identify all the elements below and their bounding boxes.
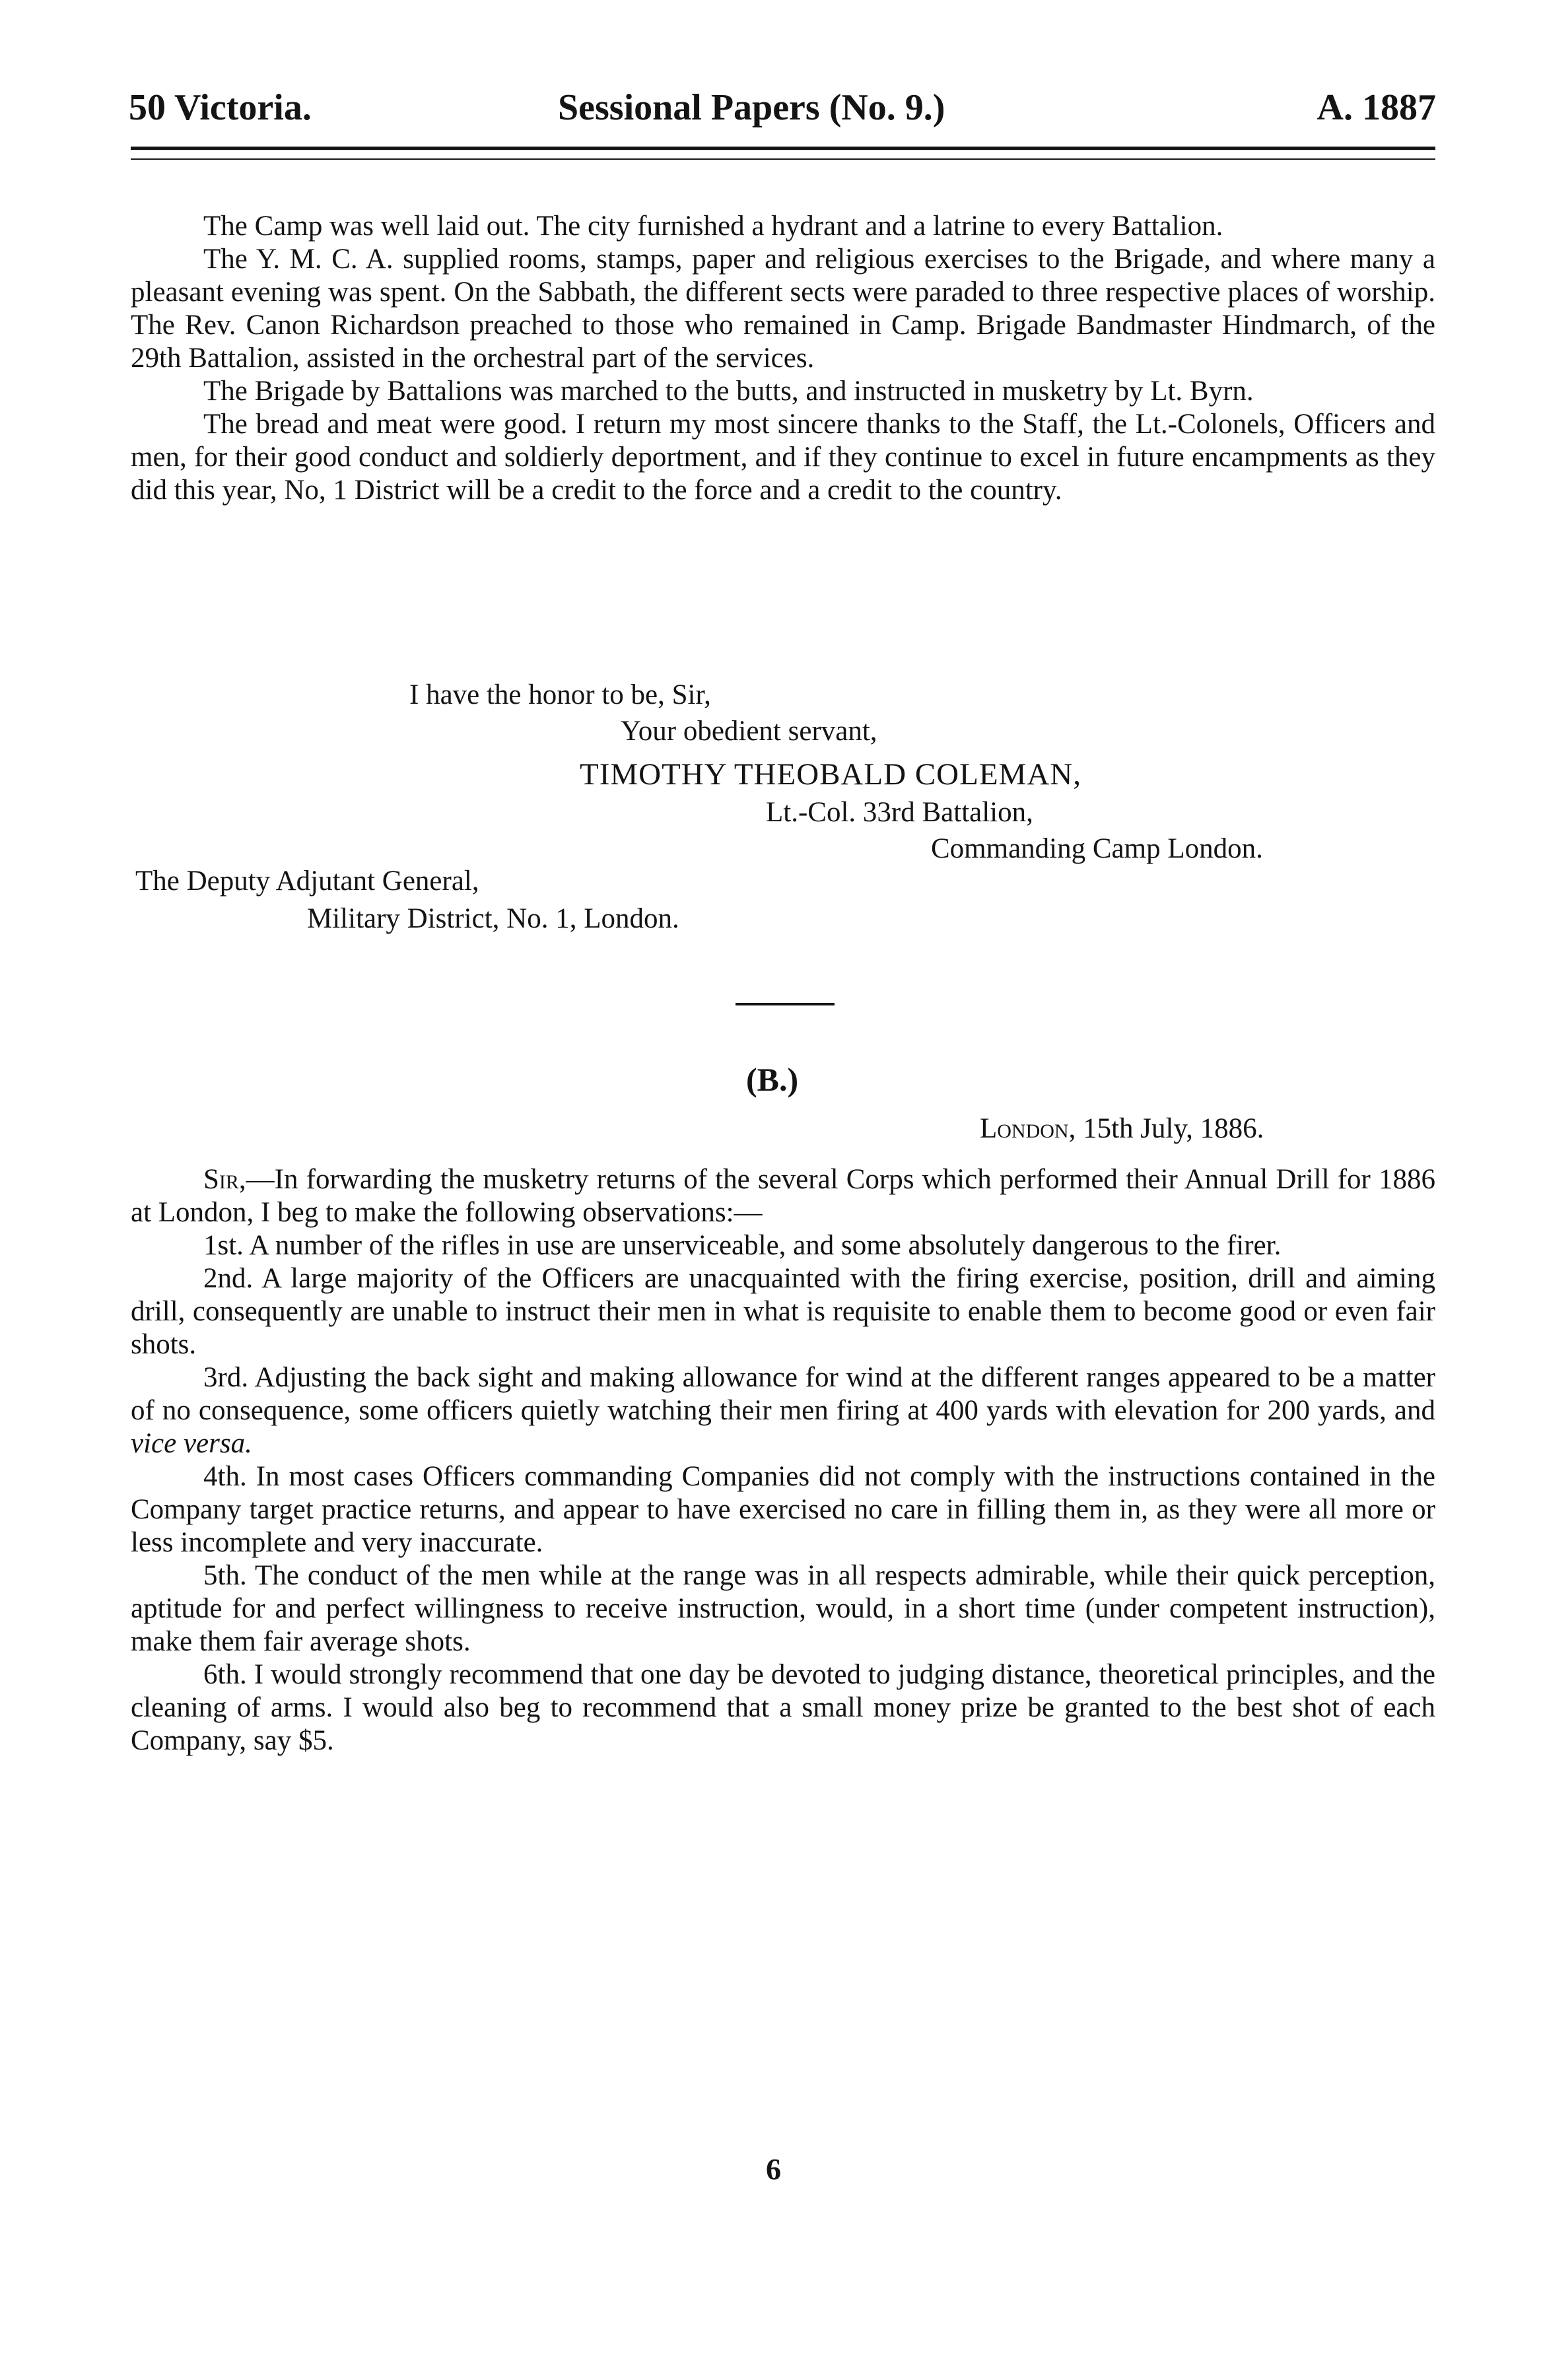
paragraph: The bread and meat were good. I return my most sincere thanks to the Staff, the Lt.-Colonels, Officers and men, for their good conduct and soldierly deportment, and if they continue to excel in future encampments as they did this year, No, 1 District will be a credit to the force and a credit to the country. — [131, 409, 1435, 506]
dateline-date: 15th July, 1886. — [1083, 1113, 1264, 1144]
numbered-item: 2nd. A large majority of the Officers are unacquainted with the firing exercise, position, drill and aiming drill, consequently are unable to instruct their men in what is requisite to enable them to become good or even fair shots. — [131, 1263, 1435, 1360]
header-rule-thin — [131, 158, 1435, 160]
header-volume: 50 Victoria. — [129, 87, 312, 128]
section-divider — [736, 1003, 835, 1005]
header-rule — [131, 147, 1435, 150]
numbered-item: 6th. I would strongly recommend that one day be devoted to judging distance, theoretical principles, and the cleaning of arms. I would also beg to recommend that a small money prize be granted to the best shot of each Company, say $5. — [131, 1659, 1435, 1756]
dateline-city: London, — [980, 1113, 1076, 1144]
item-text: 3rd. Adjusting the back sight and making allowance for wind at the different ranges appeared to be a matter of no consequence, some officers quietly watching their men firing at 400 yards with elevation for 200 yards, and — [131, 1362, 1435, 1426]
item-italic: vice versa. — [131, 1428, 252, 1459]
paragraph: The Y. M. C. A. supplied rooms, stamps, paper and religious exercises to the Brigade, and where many a pleasant evening was spent. On the Sabbath, the different sects were paraded to three respective places of worship. The Rev. Canon Richardson preached to those who remained in Camp. Brigade Bandmaster Hindmarch, of the 29th Battalion, assisted in the orchestral part of the services. — [131, 244, 1435, 374]
signature-rank: Lt.-Col. 33rd Battalion, — [766, 797, 1033, 828]
numbered-item: 5th. The conduct of the men while at the range was in all respects admirable, while their quick perception, aptitude for and perfect willingness to receive instruction, would, in a short time (under competent instruction), make them fair average shots. — [131, 1560, 1435, 1657]
paragraph: The Brigade by Battalions was marched to the butts, and instructed in musketry by Lt. Byrn. — [203, 376, 1254, 407]
letter-a-body — [131, 210, 1435, 507]
running-header — [129, 78, 1436, 137]
numbered-item: 4th. In most cases Officers commanding Companies did not comply with the instructions contained in the Company target practice returns, and appear to have exercised no care in filling them in, as they were all more or less incomplete and very inaccurate. — [131, 1461, 1435, 1558]
numbered-item — [131, 1361, 1435, 1460]
header-year: A. 1887 — [1317, 87, 1436, 128]
paragraph: The Camp was well laid out. The city furnished a hydrant and a latrine to every Battalion. — [203, 211, 1223, 242]
paragraph — [131, 1163, 1435, 1229]
salutation: Sir, — [203, 1164, 246, 1195]
page-number: 6 — [766, 2152, 781, 2186]
addressee-line: The Deputy Adjutant General, — [135, 866, 479, 897]
dateline — [980, 1112, 1264, 1145]
closing-line: I have the honor to be, Sir, — [409, 679, 711, 710]
letter-b-body — [131, 1163, 1435, 1757]
section-title: (B.) — [746, 1061, 799, 1098]
intro-text: —In forwarding the musketry returns of the several Corps which performed their Annual Drill for 1886 at London, I beg to make the following observations:— — [131, 1164, 1435, 1228]
signature-command: Commanding Camp London. — [931, 833, 1263, 864]
closing-line: Your obedient servant, — [621, 716, 877, 747]
header-publication: Sessional Papers (No. 9.) — [558, 87, 945, 128]
numbered-item: 1st. A number of the rifles in use are unserviceable, and some absolutely dangerous to the firer. — [203, 1230, 1282, 1261]
signature-name: TIMOTHY THEOBALD COLEMAN, — [580, 757, 1081, 792]
addressee-line: Military District, No. 1, London. — [307, 903, 679, 934]
